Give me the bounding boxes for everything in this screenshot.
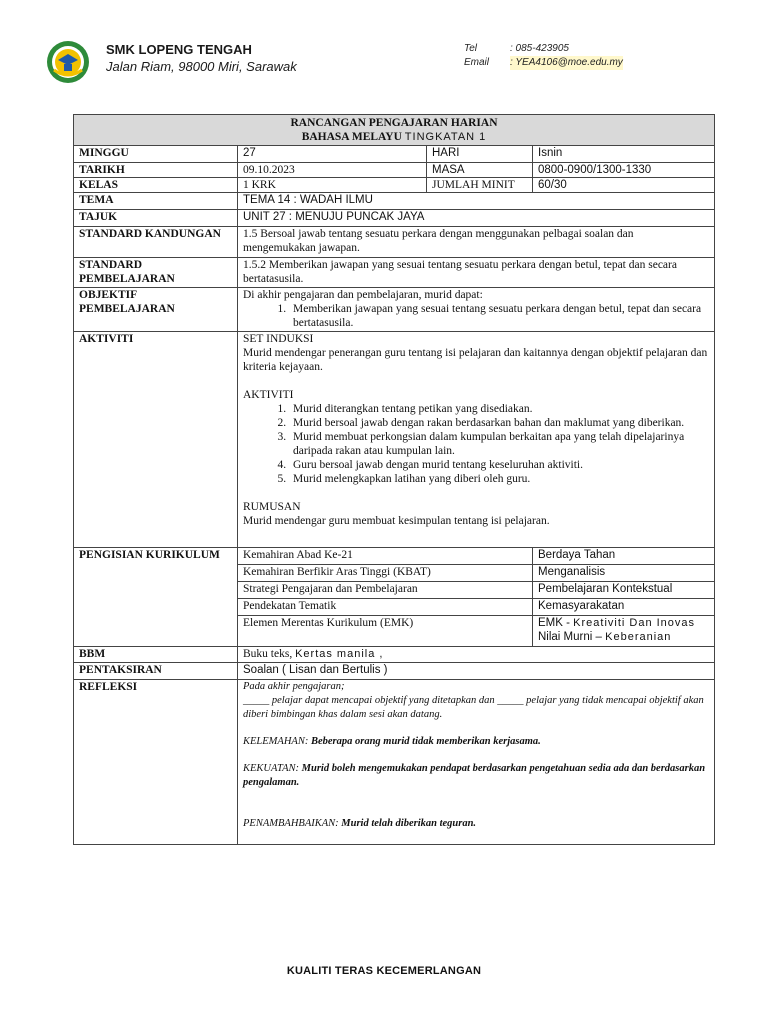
kekuatan-text: Murid boleh mengemukakan pendapat berdasarkan pengetahuan sedia ada dan berdasarkan pengalaman. xyxy=(243,763,706,788)
tema-value: TEMA 14 : WADAH ILMU xyxy=(238,193,715,210)
refleksi-label: REFLEKSI xyxy=(74,680,238,845)
sp-label-line2: PEMBELAJARAN xyxy=(79,273,175,285)
set-induksi-text: Murid mendengar penerangan guru tentang isi pelajaran dan kaitannya dengan objektif pelajaran dan kriteria kejayaan. xyxy=(243,347,708,373)
letterhead xyxy=(44,38,724,88)
emk-label: EMK - xyxy=(538,617,570,629)
objektif-intro: Di akhir pengajaran dan pembelajaran, murid dapat: xyxy=(243,289,483,301)
pentaksiran-label: PENTAKSIRAN xyxy=(74,663,238,680)
aktiviti-value xyxy=(238,332,715,548)
tarikh-value: 09.10.2023 xyxy=(238,163,427,178)
obj-label-line2: PEMBELAJARAN xyxy=(79,303,175,315)
nilai-label: Nilai Murni – xyxy=(538,631,602,643)
footer-motto: KUALITI TERAS KECEMERLANGAN xyxy=(286,965,482,977)
bbm-value xyxy=(238,647,715,663)
jumlah-minit-label: JUMLAH MINIT xyxy=(427,178,533,193)
aktiviti-list xyxy=(243,402,709,486)
plan-title xyxy=(74,115,715,146)
contact-block xyxy=(464,42,623,70)
objektif-list xyxy=(243,302,709,330)
aktiviti-title: AKTIVITI xyxy=(243,389,294,401)
kelemahan-text: Beberapa orang murid tidak memberikan kerjasama. xyxy=(310,736,541,747)
tarikh-label: TARIKH xyxy=(74,163,238,178)
kekuatan-label: KEKUATAN: xyxy=(243,763,300,774)
kelas-value: 1 KRK xyxy=(238,178,427,193)
school-address: Jalan Riam, 98000 Miri, Sarawak xyxy=(106,59,297,74)
bbm-label: BBM xyxy=(74,647,238,663)
hari-value: Isnin xyxy=(533,146,715,163)
lesson-plan-table xyxy=(73,114,715,845)
pk-value: Kemasyarakatan xyxy=(533,599,715,616)
pk-value: Berdaya Tahan xyxy=(533,548,715,565)
nilai-value: Keberanian xyxy=(605,631,672,643)
objektif-value xyxy=(238,288,715,332)
pentaksiran-value: Soalan ( Lisan dan Bertulis ) xyxy=(238,663,715,680)
jumlah-minit-value: 60/30 xyxy=(533,178,715,193)
pk-key: Kemahiran Abad Ke-21 xyxy=(238,548,533,565)
standard-pembelajaran-value: 1.5.2 Memberikan jawapan yang sesuai tentang sesuatu perkara dengan betul, tepat dan secara bertatasusila. xyxy=(238,258,715,288)
set-induksi-title: SET INDUKSI xyxy=(243,333,314,345)
masa-label: MASA xyxy=(427,163,533,178)
emk-value-cell xyxy=(533,616,715,647)
pk-value: Menganalisis xyxy=(533,565,715,582)
school-logo-icon xyxy=(46,40,90,84)
list-item: 3. Murid membuat perkongsian dalam kumpulan berkaitan apa yang telah dipelajarinya daripada rakan atau kumpulan lain. xyxy=(289,430,709,458)
school-name: SMK LOPENG TENGAH xyxy=(106,42,252,57)
emk-value: Kreativiti Dan Inovas xyxy=(573,617,696,629)
standard-kandungan-value: 1.5 Bersoal jawab tentang sesuatu perkara dengan menggunakan pelbagai soalan dan mengemukakan jawapan. xyxy=(238,227,715,258)
tel-label: Tel xyxy=(464,43,477,54)
email-value[interactable]: : YEA4106@moe.edu.my xyxy=(510,57,623,68)
sp-label-line1: STANDARD xyxy=(79,259,143,271)
tema-label: TEMA xyxy=(74,193,238,210)
penambahbaikan-text: Murid telah diberikan teguran. xyxy=(341,818,477,829)
bbm-value-2: Kertas manila , xyxy=(295,648,384,660)
objektif-label xyxy=(74,288,238,332)
plan-subject: BAHASA MELAYU xyxy=(301,131,402,143)
penambahbaikan-label: PENAMBAHBAIKAN: xyxy=(243,818,339,829)
list-item: 1. Murid diterangkan tentang petikan yang disediakan. xyxy=(289,402,709,416)
standard-kandungan-label: STANDARD KANDUNGAN xyxy=(74,227,238,258)
kelas-label: KELAS xyxy=(74,178,238,193)
tajuk-label: TAJUK xyxy=(74,210,238,227)
minggu-label: MINGGU xyxy=(74,146,238,163)
list-item: 1. Memberikan jawapan yang sesuai tentang sesuatu perkara dengan betul, tepat dan secara bertatasusila. xyxy=(289,302,709,330)
rumusan-title: RUMUSAN xyxy=(243,501,301,513)
list-item: 2. Murid bersoal jawab dengan rakan berdasarkan bahan dan maklumat yang diberikan. xyxy=(289,416,709,430)
pk-key: Strategi Pengajaran dan Pembelajaran xyxy=(238,582,533,599)
kelemahan-label: KELEMAHAN: xyxy=(243,736,309,747)
aktiviti-label: AKTIVITI xyxy=(74,332,238,548)
tajuk-value: UNIT 27 : MENUJU PUNCAK JAYA xyxy=(238,210,715,227)
list-item: 4. Guru bersoal jawab dengan murid tentang keseluruhan aktiviti. xyxy=(289,458,709,472)
tel-value: : 085-423905 xyxy=(510,43,569,54)
refleksi-line: _____ pelajar dapat mencapai objektif yang ditetapkan dan _____ pelajar yang tidak mencapai objektif akan diberi bimbingan khas dalam sesi akan datang. xyxy=(243,695,704,720)
rumusan-text: Murid mendengar guru membuat kesimpulan tentang isi pelajaran. xyxy=(243,515,550,527)
pk-key: Kemahiran Berfikir Aras Tinggi (KBAT) xyxy=(238,565,533,582)
email-label: Email xyxy=(464,57,490,68)
hari-label: HARI xyxy=(427,146,533,163)
standard-pembelajaran-label xyxy=(74,258,238,288)
list-item: 5. Murid melengkapkan latihan yang diberi oleh guru. xyxy=(289,472,709,486)
pengisian-kurikulum-label: PENGISIAN KURIKULUM xyxy=(74,548,238,647)
refleksi-intro: Pada akhir pengajaran; xyxy=(243,681,345,692)
pk-key: Pendekatan Tematik xyxy=(238,599,533,616)
minggu-value: 27 xyxy=(238,146,427,163)
plan-grade: TINGKATAN 1 xyxy=(404,131,487,143)
pk-value: Pembelajaran Kontekstual xyxy=(533,582,715,599)
obj-label-line1: OBJEKTIF xyxy=(79,289,138,301)
plan-title-line1: RANCANGAN PENGAJARAN HARIAN xyxy=(290,117,498,129)
refleksi-value xyxy=(238,680,715,845)
masa-value: 0800-0900/1300-1330 xyxy=(533,163,715,178)
emk-key: Elemen Merentas Kurikulum (EMK) xyxy=(238,616,533,647)
bbm-value-1: Buku teks, xyxy=(243,648,293,660)
